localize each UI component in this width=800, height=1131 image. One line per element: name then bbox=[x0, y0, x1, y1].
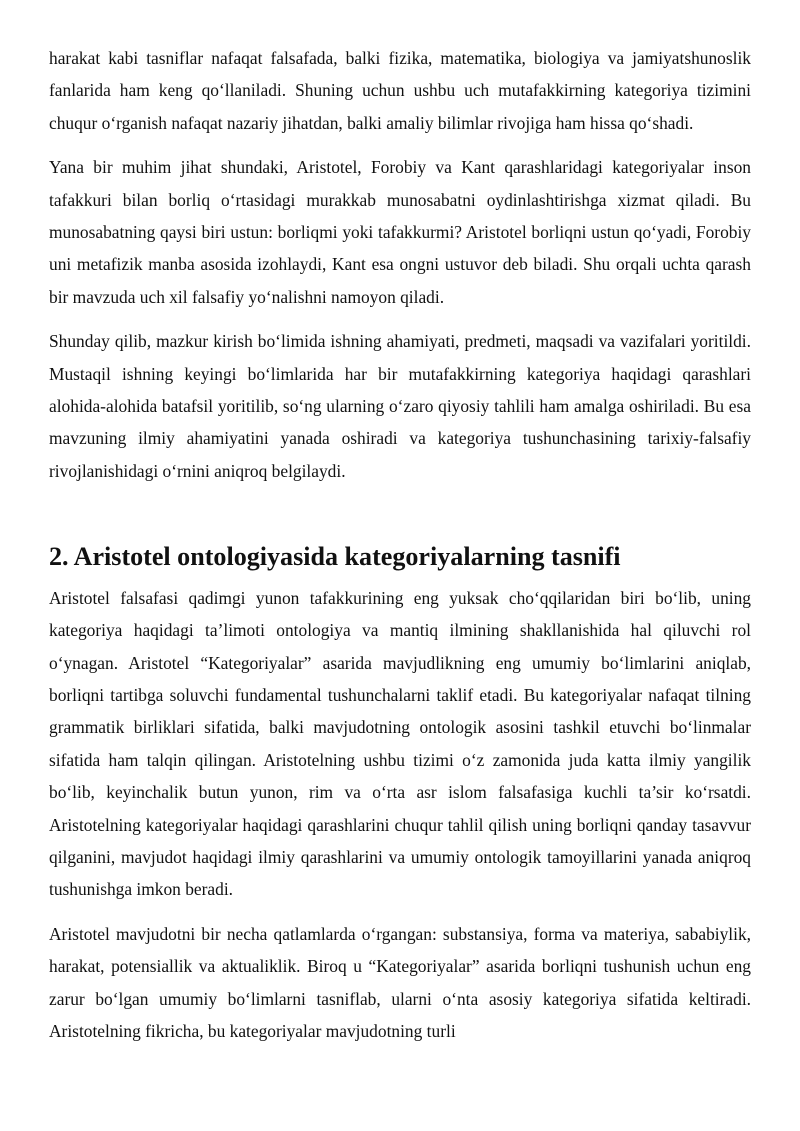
document-page bbox=[49, 42, 751, 1059]
paragraph-aristotle-categories: Aristotel mavjudotni bir necha qatlamlarda o‘rgangan: substansiya, forma va materiya, sababiylik, harakat, potensiallik va aktualiklik. Biroq u “Kategoriyalar” asarida borliqni tushunish uchun eng zarur bo‘lgan umumiy bo‘limlarni tasniflab, ularni o‘nta asosiy kategoriya sifatida keltiradi. Aristotelning fikricha, bu kategoriyalar mavjudotning turli bbox=[49, 923, 751, 1041]
paragraph-categories-relation: Yana bir muhim jihat shundaki, Aristotel, Forobiy va Kant qarashlaridagi kategoriyalar inson tafakkuri bilan borliq o‘rtasidagi murakkab munosabatni oydinlashtirishga xizmat qiladi. Bu munosabatning qaysi biri ustun: borliqmi yoki tafakkurmi? Aristotel borliqni ustun qo‘yadi, Forobiy uni metafizik manba asosida izohlaydi, Kant esa ongni ustuvor deb biladi. Shu orqali uchta qarash bir mavzuda uch xil falsafiy yo‘nalishni namoyon qiladi. bbox=[49, 157, 751, 307]
paragraph-intro-continuation: harakat kabi tasniflar nafaqat falsafada, balki fizika, matematika, biologiya va jamiyatshunoslik fanlarida ham keng qo‘llaniladi. Shuning uchun ushbu uch mutafakkirning kategoriya tizimini chuqur o‘rganish nafaqat nazariy jihatdan, balki amaliy bilimlar rivojiga ham hissa qo‘shadi. bbox=[49, 48, 751, 133]
paragraph-aristotle-philosophy: Aristotel falsafasi qadimgi yunon tafakkurining eng yuksak cho‘qqilaridan biri bo‘lib, uning kategoriya haqidagi ta’limoti ontologiya va mantiq ilmining shakllanishida hal qiluvchi rol o‘ynagan. Aristotel “Kategoriyalar” asarida mavjudlikning eng umumiy bo‘limlarini aniqlab, borliqni tartibga soluvchi fundamental tushunchalarni taklif etadi. Bu kategoriyalar nafaqat tilning grammatik birliklari sifatida, balki mavjudotning ontologik asosini tashkil etuvchi bo‘linmalar sifatida ham talqin qilingan. Aristotelning ushbu tizimi o‘z zamonida juda katta ilmiy yangilik bo‘lib, keyinchalik butun yunon, rim va o‘rta asr islom falsafasiga kuchli ta’sir ko‘rsatdi. Aristotelning kategoriyalar haqidagi qarashlarini chuqur tahlil qilish uning borliqni qanday tasavvur qilganini, mavjudot haqidagi ilmiy qarashlarini va umumiy ontologik tamoyillarini yanada aniqroq tushunishga imkon beradi. bbox=[49, 587, 751, 900]
section-heading: 2. Aristotel ontologiyasida kategoriyalarning tasnifi bbox=[49, 542, 621, 572]
paragraph-introduction-summary: Shunday qilib, mazkur kirish bo‘limida ishning ahamiyati, predmeti, maqsadi va vazifalari yoritildi. Mustaqil ishning keyingi bo‘limlarida har bir mutafakkirning kategoriya haqidagi qarashlari alohida-alohida batafsil yoritilib, so‘ng ularning o‘zaro qiyosiy tahlili ham amalga oshiriladi. Bu esa mavzuning ilmiy ahamiyatini yanada oshiradi va kategoriya tushunchasining tarixiy-falsafiy rivojlanishidagi o‘rnini aniqroq belgilaydi. bbox=[49, 331, 751, 481]
